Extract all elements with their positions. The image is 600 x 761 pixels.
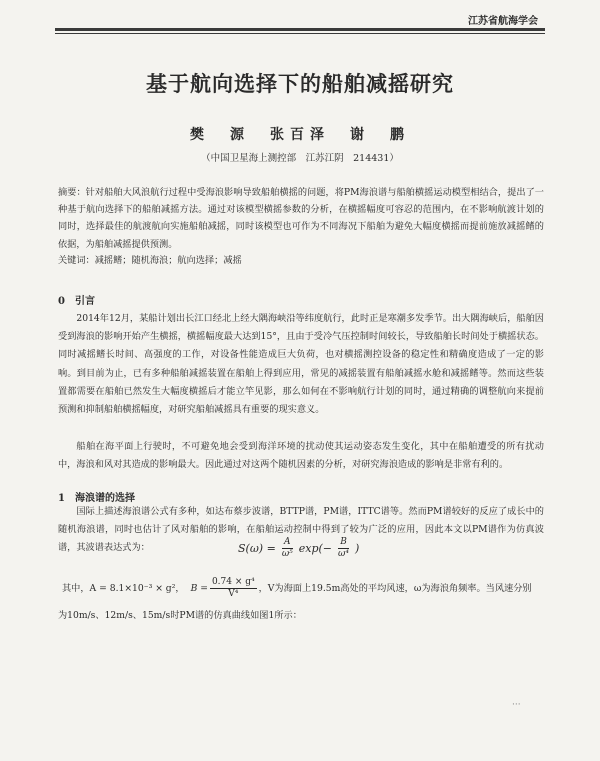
b-fraction bbox=[210, 577, 257, 600]
formula-a-denominator: ω⁵ bbox=[281, 549, 293, 559]
formula-b-denominator: ω⁴ bbox=[338, 549, 349, 559]
section-1-heading: 1 海浪谱的选择 bbox=[58, 493, 135, 504]
explanation-line-2: 为10m/s、12m/s、15m/s时PM谱的仿真曲线如图1所示： bbox=[58, 610, 302, 621]
journal-header: 江苏省航海学会 bbox=[468, 16, 538, 27]
b-numerator: 0.74 × g⁴ bbox=[211, 577, 255, 587]
paper-title: 基于航向选择下的船舶减摇研究 bbox=[146, 72, 454, 96]
affiliation: （中国卫星海上测控部 江苏江阴 214431） bbox=[201, 153, 399, 164]
intro-paragraph-2: 船舶在海平面上行驶时，不可避免地会受到海洋环境的扰动使其运动姿态发生变化，其中在船舶遭受的所有扰动中，海浪和风对其造成的影响最大。因此通过对这两个随机因素的分析，对研究海浪造成的影响是非常有利的。 bbox=[58, 441, 544, 471]
section-0-heading: 0 引言 bbox=[58, 296, 95, 307]
formula-lhs: S(ω) = bbox=[238, 542, 276, 555]
intro-paragraph-1: 2014年12月，某船计划出长江口经北上经大隅海峡沿等纬度航行，此时正是寒潮多发季节。出大隅海峡后，船舶因受到海浪的影响开始产生横摇，横摇幅度最大达到15°，且由于受冷气压控制时间较长，导致船舶长时间处于横摇状态。同时减摇鳍长时间、高强度的工作，对设备性能造成巨大负荷，也对横摇测控设备的稳定性和精确度造成了一定的影响。到目前为止，已有多种船舶减摇装置在船舶上得到应用，常见的减摇装置有船舶减摇水舱和减摇鳍等。然而这些装置都需要在船舶已然发生大幅度横摇后才能立竿见影，那么如何在不影响航行计划的同时，通过精确的调整航向来提前预测和抑制船舶横摇幅度，对研究船舶减摇具有重要的现实意义。 bbox=[58, 313, 544, 416]
header-rule bbox=[55, 28, 545, 31]
formula-fraction-b bbox=[336, 537, 351, 560]
page-mark: ··· bbox=[512, 700, 521, 710]
authors: 樊 源 张百泽 谢 鹏 bbox=[190, 127, 410, 143]
b-denominator: V⁴ bbox=[228, 589, 239, 599]
formula-a-numerator: A bbox=[284, 537, 291, 547]
formula-fraction-a bbox=[280, 537, 295, 560]
formula-exp: exp(− bbox=[298, 542, 333, 555]
explanation-prefix: 其中，A = 8.1×10⁻³ × g²， bbox=[62, 582, 185, 594]
b-label: B = bbox=[190, 582, 208, 594]
pm-spectrum-formula bbox=[238, 537, 359, 560]
section-1-paragraph: 国际上描述海浪谱公式有多种，如达布蔡步波谱，BTTP谱，PM谱，ITTC谱等。然而PM谱较好的反应了成长中的随机海浪谱，同时也估计了风对船舶的影响，在船舶运动控制中得到了较为广泛的应用，因此本文以PM谱作为仿真波谱，其波谱表达式为： bbox=[58, 506, 544, 554]
formula-explanation bbox=[62, 577, 552, 600]
abstract: 摘要：针对船舶大风浪航行过程中受海浪影响导致船舶横摇的问题，将PM海浪谱与船舶横摇运动模型相结合，提出了一种基于航向选择下的船舶减摇方法。通过对该模型横摇参数的分析，在横摇幅度可容忍的范围内，在不影响航渡计划的同时，选择最佳的航渡航向实施船舶减摇，同时该模型也可作为不同海况下船舶为避免大幅度横摇而提前施放减摇鳍的依据，为船舶减摇提供预测。 bbox=[58, 187, 544, 250]
formula-b-numerator: B bbox=[340, 537, 347, 547]
keywords: 关键词：减摇鳍；随机海浪；航向选择；减摇 bbox=[58, 255, 242, 266]
explanation-suffix: ，V为海面上19.5m高处的平均风速，ω为海浪角频率。当风速分别 bbox=[258, 582, 532, 594]
formula-close: ) bbox=[354, 542, 360, 555]
header-rule-thin bbox=[55, 33, 545, 34]
